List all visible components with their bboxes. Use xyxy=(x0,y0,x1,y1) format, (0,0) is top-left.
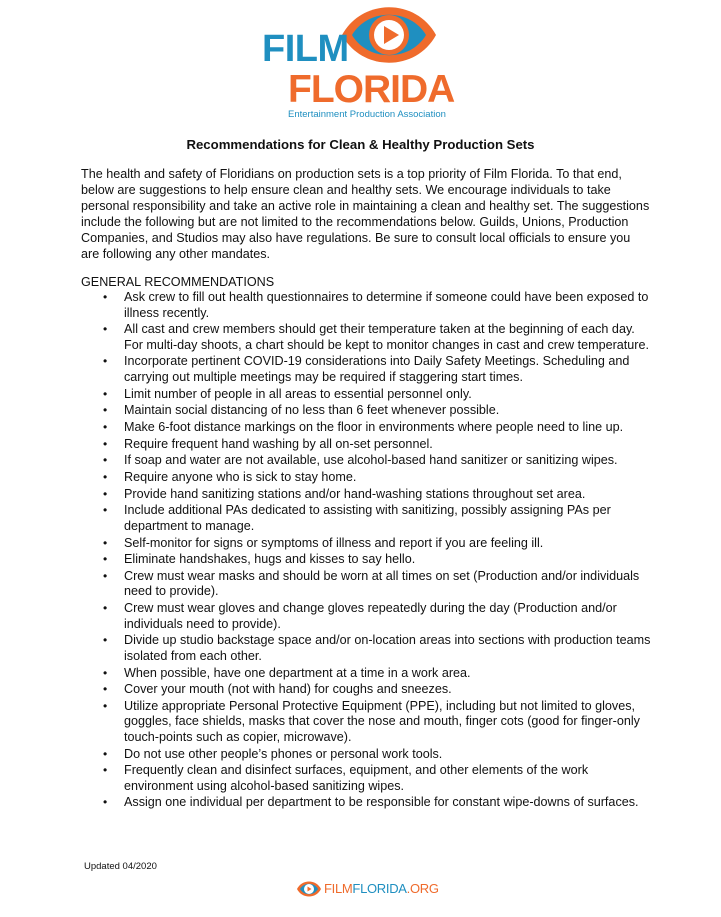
list-item xyxy=(81,601,656,632)
list-item xyxy=(81,437,656,453)
bullet-icon: • xyxy=(103,403,108,418)
updated-date: Updated 04/2020 xyxy=(84,861,157,872)
section-heading: GENERAL RECOMMENDATIONS xyxy=(81,275,275,289)
recommendations-list xyxy=(81,290,656,812)
list-item xyxy=(81,666,656,682)
list-item-text: Assign one individual per department to be responsible for constant wipe-downs of surfaces. xyxy=(124,795,639,810)
list-item xyxy=(81,682,656,698)
list-item xyxy=(81,747,656,763)
bullet-icon: • xyxy=(103,682,108,697)
bullet-icon: • xyxy=(103,535,108,550)
bullet-icon: • xyxy=(103,795,108,810)
list-item xyxy=(81,795,656,811)
list-item xyxy=(81,403,656,419)
list-item-text: If soap and water are not available, use alcohol-based hand sanitizer or sanitizing wipes. xyxy=(124,453,618,468)
list-item xyxy=(81,552,656,568)
bullet-icon: • xyxy=(103,322,108,337)
list-item-text: When possible, have one department at a time in a work area. xyxy=(124,665,471,680)
bullet-icon: • xyxy=(103,470,108,484)
list-item-text: Require frequent hand washing by all on-set personnel. xyxy=(124,436,433,451)
list-item xyxy=(81,322,656,353)
list-item-text: Require anyone who is sick to stay home. xyxy=(124,470,357,484)
bullet-icon: • xyxy=(103,453,108,468)
list-item-text: Maintain social distancing of no less than 6 feet whenever possible. xyxy=(124,403,500,418)
eye-play-icon xyxy=(296,880,322,898)
bullet-icon: • xyxy=(103,746,108,761)
list-item-text: Limit number of people in all areas to essential personnel only. xyxy=(124,386,472,401)
bullet-icon: • xyxy=(103,633,108,648)
bullet-icon: • xyxy=(103,552,108,567)
bullet-icon: • xyxy=(103,503,108,518)
list-item-text: Incorporate pertinent COVID-19 considerations into Daily Safety Meetings. Scheduling and carrying out multiple meetings may be required if staggering start times. xyxy=(124,354,630,384)
list-item xyxy=(81,420,656,436)
list-item-text: Self-monitor for signs or symptoms of illness and report if you are feeling ill. xyxy=(124,535,544,550)
list-item xyxy=(81,290,656,321)
logo-film-text: FILM xyxy=(262,28,349,70)
list-item-text: Frequently clean and disinfect surfaces, equipment, and other elements of the work environment using alcohol-based sanitizing wipes. xyxy=(124,763,589,793)
bullet-icon: • xyxy=(103,354,108,369)
bullet-icon: • xyxy=(103,386,108,401)
list-item xyxy=(81,633,656,664)
list-item-text: Do not use other people’s phones or personal work tools. xyxy=(124,746,443,761)
intro-paragraph: The health and safety of Floridians on production sets is a top priority of Film Florida. To that end, below are suggestions to help ensure clean and healthy sets. We encourage individuals to take personal responsibility and take an active role in maintaining a clean and healthy set. The suggestions include the following but are not limited to the recommendations below. Guilds, Unions, Production Companies, and Studios may also have regulations. Be sure to consult local officials to ensure you are following any other mandates. xyxy=(81,167,650,261)
bullet-icon: • xyxy=(103,698,108,713)
list-item xyxy=(81,387,656,403)
list-item xyxy=(81,699,656,746)
bullet-icon: • xyxy=(103,486,108,501)
list-item-text: Divide up studio backstage space and/or on-location areas into sections with production teams isolated from each other. xyxy=(124,633,651,663)
logo-florida-text: FLORIDA xyxy=(288,68,455,111)
list-item xyxy=(81,503,656,534)
list-item-text: Include additional PAs dedicated to assisting with sanitizing, possibly assigning PAs per department to manage. xyxy=(124,503,611,533)
list-item-text: Provide hand sanitizing stations and/or hand-washing stations throughout set area. xyxy=(124,486,586,501)
list-item-text: Cover your mouth (not with hand) for coughs and sneezes. xyxy=(124,682,452,697)
bullet-icon: • xyxy=(103,419,108,434)
list-item-text: Utilize appropriate Personal Protective Equipment (PPE), including but not limited to gloves, goggles, face shields, masks that cover the nose and mouth, finger cots (good for finger-only touch-points such as copier, microwave). xyxy=(124,698,640,744)
film-florida-logo xyxy=(262,4,462,122)
list-item xyxy=(81,763,656,794)
list-item-text: Crew must wear masks and should be worn at all times on set (Production and/or individuals need to provide). xyxy=(124,568,640,599)
list-item-text: Ask crew to fill out health questionnaires to determine if someone could have been exposed to illness recently. xyxy=(124,290,649,320)
footer-url-florida: FLORIDA xyxy=(352,881,407,896)
list-item-text: Eliminate handshakes, hugs and kisses to say hello. xyxy=(124,552,416,567)
list-item-text: Make 6-foot distance markings on the floor in environments where people need to line up. xyxy=(124,419,624,434)
bullet-icon: • xyxy=(103,601,108,616)
bullet-icon: • xyxy=(103,568,108,583)
bullet-icon: • xyxy=(103,763,108,778)
list-item xyxy=(81,354,656,385)
list-item xyxy=(81,470,656,486)
footer-url[interactable] xyxy=(324,881,439,897)
list-item xyxy=(81,453,656,469)
list-item xyxy=(81,487,656,503)
list-item-text: Crew must wear gloves and change gloves repeatedly during the day (Production and/or individuals need to provide). xyxy=(124,601,617,631)
list-item-text: All cast and crew members should get their temperature taken at the beginning of each day. For multi-day shoots, a chart should be kept to monitor changes in cast and crew temperature. xyxy=(124,322,650,352)
footer-website-logo[interactable] xyxy=(296,878,439,900)
bullet-icon: • xyxy=(103,436,108,451)
list-item xyxy=(81,536,656,552)
list-item xyxy=(81,569,656,600)
logo-association-text: Entertainment Production Association xyxy=(288,109,446,120)
bullet-icon: • xyxy=(103,665,108,680)
bullet-icon: • xyxy=(103,290,108,304)
document-title: Recommendations for Clean & Healthy Production Sets xyxy=(186,137,535,152)
footer-url-film: FILM xyxy=(324,881,353,896)
footer-url-org: .ORG xyxy=(406,881,439,896)
eye-play-icon xyxy=(340,4,438,66)
